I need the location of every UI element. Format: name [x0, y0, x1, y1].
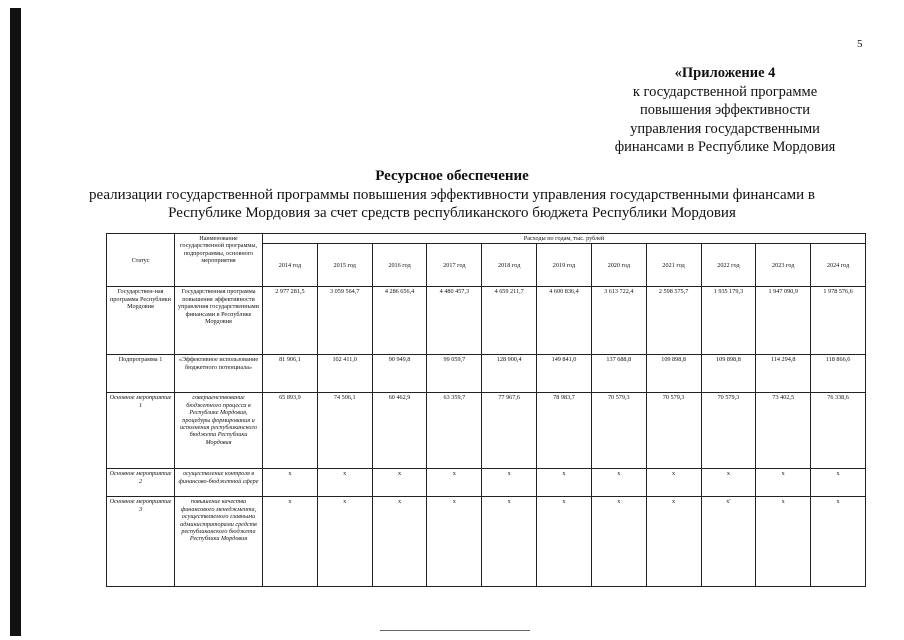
year-header: 2015 год [317, 244, 372, 287]
table-row [107, 469, 866, 497]
row-value: x [756, 497, 811, 587]
row-value: 114 294,8 [756, 355, 811, 393]
row-value: x [482, 497, 537, 587]
row-name: осуществление контроля в финансово-бюджетной сфере [175, 469, 263, 497]
row-value: 1 978 576,6 [811, 287, 866, 355]
year-header: 2017 год [427, 244, 482, 287]
row-name: повышение качества финансового менеджмента, осуществляемого главными администраторами средств республиканского бюджета Республики Мордовия [175, 497, 263, 587]
table-row [107, 393, 866, 469]
row-value: x [372, 469, 427, 497]
expenses-header: Расходы по годам, тыс. рублей [263, 234, 866, 244]
row-value: 63 359,7 [427, 393, 482, 469]
row-value: x [317, 497, 372, 587]
appendix-line-3: повышения эффективности [640, 102, 810, 118]
row-value: x [756, 469, 811, 497]
row-value: 76 338,6 [811, 393, 866, 469]
row-value: 3 613 722,4 [591, 287, 646, 355]
row-value: 99 059,7 [427, 355, 482, 393]
year-header: 2022 год [701, 244, 756, 287]
row-value: x [646, 469, 701, 497]
row-value: x [811, 469, 866, 497]
row-value: 109 898,8 [646, 355, 701, 393]
row-value: 70 579,3 [701, 393, 756, 469]
table-row [107, 497, 866, 587]
year-header: 2023 год [756, 244, 811, 287]
row-value: 118 866,6 [811, 355, 866, 393]
row-status: Подпрограмма 1 [107, 355, 175, 393]
scan-artifact-line [380, 630, 530, 631]
row-status: Основное мероприятие 1 [107, 393, 175, 469]
row-value: x [811, 497, 866, 587]
resource-table [106, 233, 866, 587]
year-header: 2016 год [372, 244, 427, 287]
row-value: x [427, 497, 482, 587]
row-value: 74 506,1 [317, 393, 372, 469]
row-value: x [482, 469, 537, 497]
row-value: 109 898,8 [701, 355, 756, 393]
row-value: 128 900,4 [482, 355, 537, 393]
row-status: Государствен-ная программа Республики Мордовия [107, 287, 175, 355]
row-value: 1 935 179,3 [701, 287, 756, 355]
document-subtitle-line-1: реализации государственной программы повышения эффективности управления государственными финансами в [89, 187, 815, 203]
year-header: 2019 год [537, 244, 592, 287]
row-value: x [591, 497, 646, 587]
row-value: 81 906,1 [263, 355, 318, 393]
row-value: 60 462,9 [372, 393, 427, 469]
row-value: 1 947 090,9 [756, 287, 811, 355]
row-value: 4 480 457,3 [427, 287, 482, 355]
row-value: x [537, 497, 592, 587]
row-value: 137 688,8 [591, 355, 646, 393]
row-value: x [263, 497, 318, 587]
row-value: 78 983,7 [537, 393, 592, 469]
row-value: 77 967,6 [482, 393, 537, 469]
row-name: совершенствование бюджетного процесса в Республике Мордовия, процедуры формирования и исполнения республиканского бюджета Республики Мордовия [175, 393, 263, 469]
row-name: «Эффективное использование бюджетного потенциала» [175, 355, 263, 393]
row-value: 2 977 281,5 [263, 287, 318, 355]
row-value: x [646, 497, 701, 587]
row-value: x [317, 469, 372, 497]
row-value: 4 600 836,4 [537, 287, 592, 355]
row-status: Основное мероприятие 3 [107, 497, 175, 587]
year-header: 2014 год [263, 244, 318, 287]
row-value: 90 949,8 [372, 355, 427, 393]
year-header: 2020 год [591, 244, 646, 287]
page-number: 5 [857, 38, 863, 50]
appendix-line-2: к государственной программе [632, 83, 818, 100]
row-value: 73 402,5 [756, 393, 811, 469]
appendix-line-5: финансами в Республике Мордовия [614, 139, 836, 155]
appendix-line-4: управления государственными [630, 120, 820, 137]
document-heading: Ресурсное обеспечение [375, 168, 529, 184]
row-value: 149 841,0 [537, 355, 592, 393]
row-value: x' [701, 497, 756, 587]
status-header: Статус [107, 234, 175, 287]
document-subtitle-line-2: Республике Мордовия за счет средств республиканского бюджета Республики Мордовия [168, 205, 736, 221]
row-value: 102 411,0 [317, 355, 372, 393]
row-value: x [372, 497, 427, 587]
appendix-block [560, 64, 890, 157]
row-value: 70 579,3 [591, 393, 646, 469]
row-value: 4 659 211,7 [482, 287, 537, 355]
row-value: x [537, 469, 592, 497]
row-value: 4 286 656,4 [372, 287, 427, 355]
row-value: x [263, 469, 318, 497]
year-header: 2021 год [646, 244, 701, 287]
row-value: 3 059 564,7 [317, 287, 372, 355]
table-row [107, 355, 866, 393]
row-value: 65 893,9 [263, 393, 318, 469]
row-value: x [701, 469, 756, 497]
appendix-line-1: «Приложение 4 [674, 65, 776, 81]
table-row [107, 287, 866, 355]
year-header: 2018 год [482, 244, 537, 287]
name-header: Наименование государственной программы, подпрограммы, основного мероприятия [175, 234, 263, 287]
row-value: x [427, 469, 482, 497]
scan-edge-shadow [10, 8, 21, 636]
row-value: 70 579,3 [646, 393, 701, 469]
year-header: 2024 год [811, 244, 866, 287]
row-status: Основное мероприятие 2 [107, 469, 175, 497]
row-name: Государственная программа повышения эффективности управления государственными финансами в Республике Мордовия [175, 287, 263, 355]
row-value: 2 598 575,7 [646, 287, 701, 355]
row-value: x [591, 469, 646, 497]
